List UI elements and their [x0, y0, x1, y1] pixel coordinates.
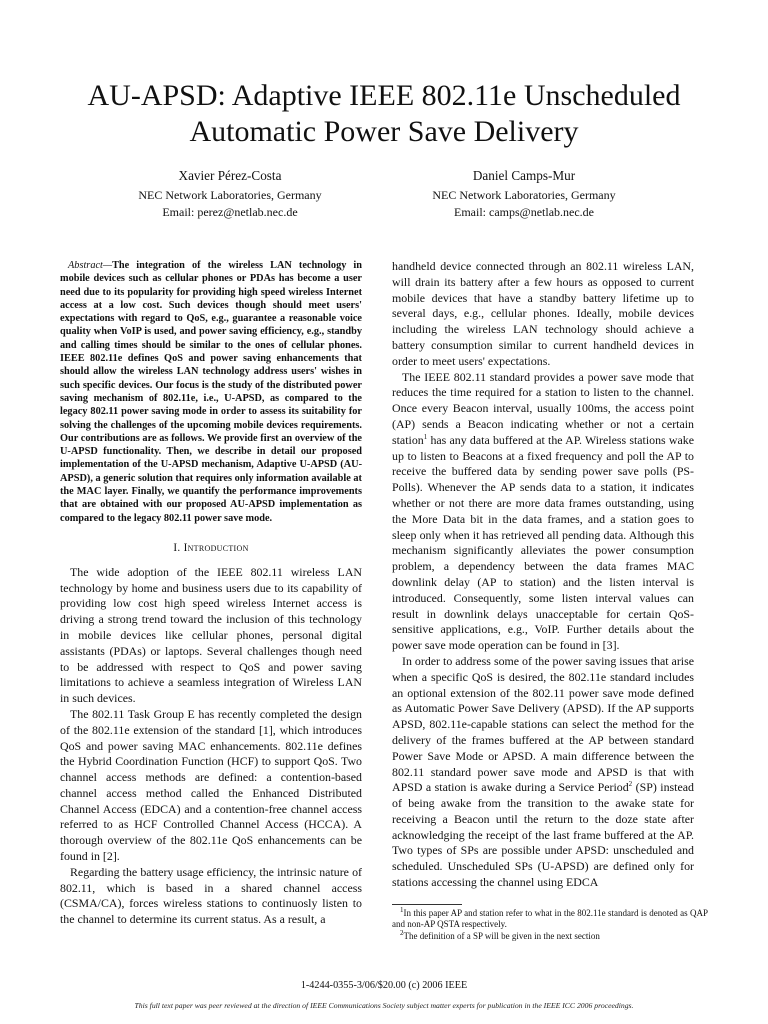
footnote-mark-1: 1 — [423, 432, 428, 441]
paper-title — [60, 78, 708, 150]
author-name: Xavier Pérez-Costa — [178, 168, 282, 183]
footnote-number: 1 — [400, 906, 404, 914]
section-numeral: I. — [173, 541, 181, 554]
text-segment: has any data buffered at the AP. Wireless stations wake up to listen to Beacons at a fixed frequency and poll the AP to receive the buffered data by sending power save polls (PS-Polls). Whenever the AP sends data to a station, it indicates whether or not there are more data frames outstanding, using the More Data bit in the data frames, and a station goes to sleep only when it has retrieved all pending data. Although this mechanism significantly alleviates the power consumption problem, a dependency between the data frames MAC downlink delay (AP to station) and the listen interval is introduced. Consequently, some listen interval values can result in downlink delays unacceptable for certain QoS-sensitive applications, e.g., VoIP. Further details about the power save mode operation can be found in [3]. — [392, 432, 694, 653]
footnote-number: 2 — [400, 929, 404, 937]
copyright-line: 1-4244-0355-3/06/$20.00 (c) 2006 IEEE — [300, 980, 468, 991]
footnote-mark-2: 2 — [628, 780, 633, 789]
abstract-lead: Abstract— — [68, 260, 113, 271]
body-paragraph-apsd — [392, 654, 694, 891]
footnote-text: The definition of a SP will be given in the next section — [403, 931, 600, 941]
peer-review-disclaimer: This full text paper was peer reviewed at the direction of IEEE Communications Society subject matter experts for publication in the IEEE ICC 2006 proceedings. — [134, 1001, 634, 1010]
footnote-text: In this paper AP and station refer to what in the 802.11e standard is denoted as QAP and non-AP QSTA respectively. — [392, 908, 708, 929]
text-segment: The IEEE 802.11 standard provides a power save mode that reduces the time required for a station to listen to the channel. Once every Beacon interval, usually 100ms, the access point (AP) sends a Beacon indicating whether or not a certain station — [392, 369, 694, 447]
text-segment: In order to address some of the power saving issues that arise when a specific QoS is desired, the 802.11e standard includes an optional extension of the 802.11 power save mode defined as Automatic Power Save Delivery (APSD). If the AP supports APSD, 802.11e-capable stations can select the method for the delivery of the frames buffered at the AP between standard Power Save Mode or APSD. A main difference between the 802.11 standard power save mode and APSD is that with APSD a station is awake during a Service Period — [392, 653, 694, 795]
footnotes — [392, 904, 708, 943]
footnote-1 — [392, 908, 708, 930]
author-block-1 — [100, 167, 360, 221]
footnote-2 — [392, 931, 708, 942]
intro-paragraph-2: The 802.11 Task Group E has recently completed the design of the 802.11e extension of the standard [1], which introduces QoS and power saving MAC enhancements. 802.11e defines the Hybrid Coordination Function (HCF) to support QoS. Two channel access methods are defined: a contention-based channel access method called the Enhanced Distributed Channel Access (EDCA) and a contention-free channel access referred to as HCF Controlled Channel Access (HCCA). A thorough overview of the 802.11e QoS enhancements can be found in [2]. — [60, 706, 362, 864]
title-line-2: Automatic Power Save Delivery — [189, 115, 579, 148]
left-column — [60, 259, 362, 928]
author-email: Email: perez@netlab.nec.de — [162, 205, 298, 219]
right-column — [392, 259, 694, 891]
author-block-2 — [394, 167, 654, 221]
author-name: Daniel Camps-Mur — [472, 168, 576, 183]
author-affiliation: NEC Network Laboratories, Germany — [432, 188, 616, 202]
footnote-rule — [392, 904, 462, 905]
intro-paragraph-3: Regarding the battery usage efficiency, the intrinsic nature of 802.11, which is based in a shared channel access (CSMA/CA), forces wireless stations to continuosly listen to the channel to determine its current status. As a result, a — [60, 864, 362, 927]
intro-paragraph-1: The wide adoption of the IEEE 802.11 wireless LAN technology by home and business users due to its capability of providing low cost high speed wireless Internet access is driving a strong trend toward the inclusion of this technology in mobile devices like cellular phones, personal digital assistants (PDAs) or laptops. Several challenges though need to be addressed with respect to QoS and power saving limitations to achieve a seamless integration of Wireless LAN in such devices. — [60, 564, 362, 706]
author-affiliation: NEC Network Laboratories, Germany — [138, 188, 322, 202]
section-title: Introduction — [183, 541, 249, 554]
text-segment: (SP) instead of being awake from the transition to the awake state for receiving a Beacon until the return to the doze state after acknowledging the receipt of the last frame buffered at the AP. Two types of SPs are possible under APSD: unscheduled and scheduled. Unscheduled SPs (U-APSD) are defined only for stations accessing the channel using EDCA — [392, 780, 694, 890]
abstract — [60, 259, 362, 525]
section-heading-introduction — [60, 541, 362, 557]
abstract-text: The integration of the wireless LAN technology in mobile devices such as cellular phones or PDAs has become a user need due to its popularity for providing high speed wireless Internet access at a low cost. Such devices though should meet users' expectations with regard to QoS, e.g., guarantee a reasonable voice quality when VoIP is used, and power saving efficiency, e.g., standby and calling times should be similar to the ones of cellular phones. IEEE 802.11e defines QoS and power saving enhancements that should allow the wireless LAN technology address users' wishes in such specific devices. Our focus is the study of the distributed power saving mechanism of 802.11e, i.e., U-APSD, as compared to the legacy 802.11 power saving mode in order to assess its suitability for solving the challenges of the upcoming mobile devices requirements. Our contributions are as follows. We provide first an overview of the U-APSD functionality. Then, we describe in detail our proposed implementation of the U-APSD mechanism, Adaptive U-APSD (AU-APSD), a generic solution that requires only information available at the MAC layer. Finally, we quantify the performance improvements that are obtained with our proposed AU-APSD implementation as compared to the legacy 802.11 power save mode. — [60, 260, 362, 524]
author-email: Email: camps@netlab.nec.de — [454, 205, 594, 219]
body-paragraph-power-save — [392, 370, 694, 654]
body-paragraph-continued: handheld device connected through an 802.11 wireless LAN, will drain its battery after a few hours as opposed to current mobile devices that have a standby battery lifetime up to several days, e.g., cellular phones. Ideally, mobile devices including the wireless LAN technology should achieve a battery consumption similar to current handheld devices in order to meet users' expectations. — [392, 259, 694, 368]
title-line-1: AU-APSD: Adaptive IEEE 802.11e Unscheduled — [87, 79, 681, 112]
